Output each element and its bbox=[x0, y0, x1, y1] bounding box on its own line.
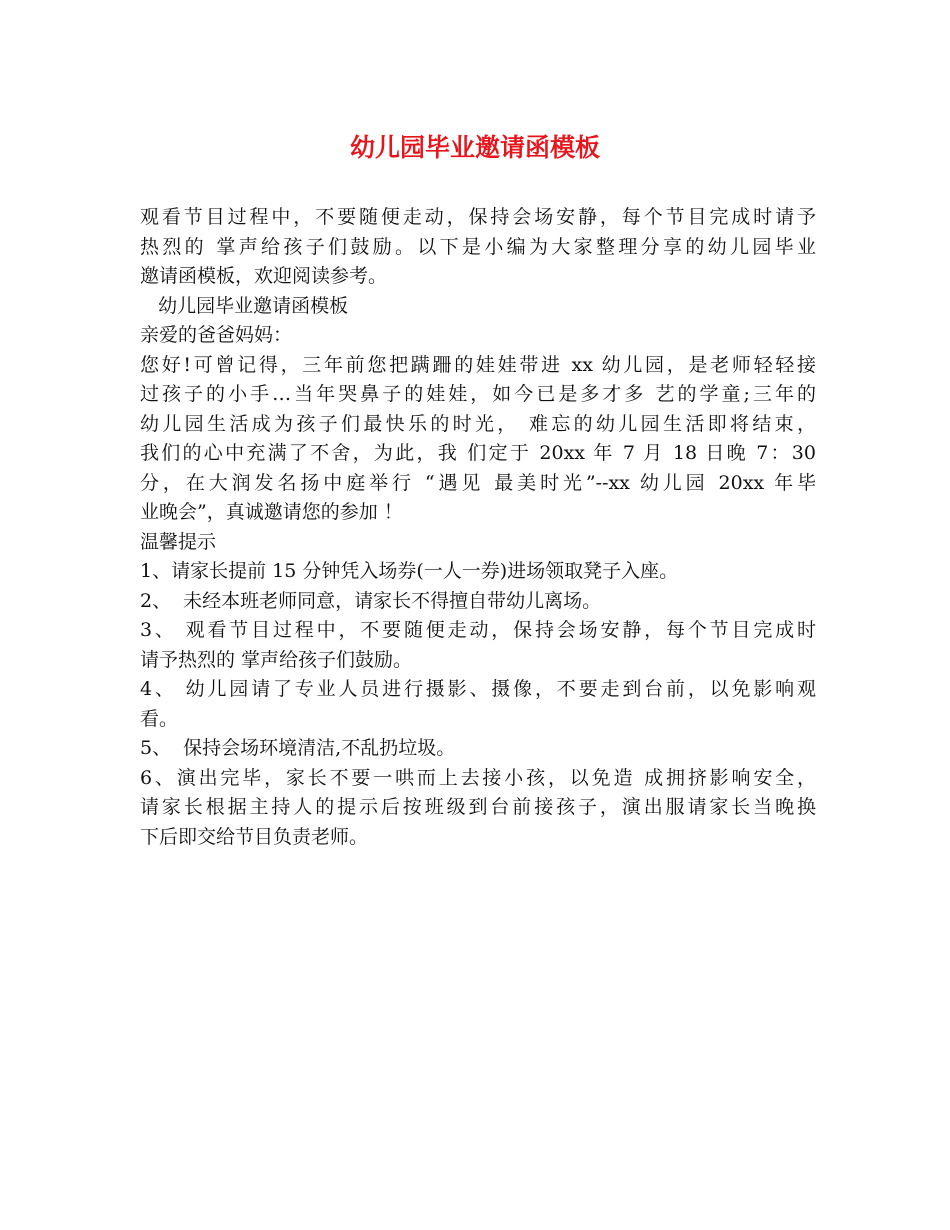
document-title: 幼儿园毕业邀请函模板 bbox=[349, 133, 600, 162]
text-line: 下后即交给节目负责老师。 bbox=[140, 825, 369, 848]
text-line: 请家长根据主持人的提示后按班级到台前接孩子，演出服请家长当晚换 bbox=[140, 796, 816, 818]
text-line: 邀请函模板，欢迎阅读参考。 bbox=[140, 265, 388, 287]
text-line: 过孩子的小手…当年哭鼻子的娃娃，如今已是多才多 艺的学童;三年的 bbox=[140, 383, 816, 405]
text-line: 5、 保持会场环境清洁,不乱扔垃圾。 bbox=[140, 737, 456, 759]
document-body bbox=[140, 203, 816, 852]
text-line: 幼儿园毕业邀请函模板 bbox=[140, 294, 349, 317]
text-line: 分，在大润发名扬中庭举行 “遇见 最美时光”--xx 幼儿园 20xx 年毕 bbox=[140, 471, 816, 494]
text-line: 热烈的 掌声给孩子们鼓励。以下是小编为大家整理分享的幼儿园毕业 bbox=[140, 235, 816, 258]
text-line: 6、演出完毕，家长不要一哄而上去接小孩，以免造 成拥挤影响安全， bbox=[140, 766, 816, 789]
text-line: 3、 观看节目过程中，不要随便走动，保持会场安静，每个节目完成时 bbox=[140, 619, 816, 641]
text-line: 4、 幼儿园请了专业人员进行摄影、摄像，不要走到台前，以免影响观 bbox=[140, 678, 816, 700]
text-line: 亲爱的爸爸妈妈： bbox=[140, 324, 293, 346]
text-line: 您好!可曾记得，三年前您把蹒跚的娃娃带进 xx 幼儿园，是老师轻轻接 bbox=[140, 353, 816, 376]
text-line: 温馨提示 bbox=[140, 530, 217, 553]
text-line: 2、 未经本班老师同意，请家长不得擅自带幼儿离场。 bbox=[140, 589, 602, 612]
text-line: 观看节目过程中，不要随便走动，保持会场安静，每个节目完成时请予 bbox=[140, 206, 816, 228]
text-line: 业晚会”，真诚邀请您的参加 ！ bbox=[140, 501, 403, 523]
text-line: 我们的心中充满了不舍，为此，我 们定于 20xx 年 7 月 18 日晚 7：30 bbox=[140, 442, 816, 464]
text-line: 看。 bbox=[140, 707, 179, 730]
text-line: 幼儿园生活成为孩子们最快乐的时光， 难忘的幼儿园生活即将结束， bbox=[140, 412, 816, 435]
text-line: 请予热烈的 掌声给孩子们鼓励。 bbox=[140, 648, 413, 671]
text-line: 1、请家长提前 15 分钟凭入场券(一人一券)进场领取凳子入座。 bbox=[140, 560, 679, 582]
